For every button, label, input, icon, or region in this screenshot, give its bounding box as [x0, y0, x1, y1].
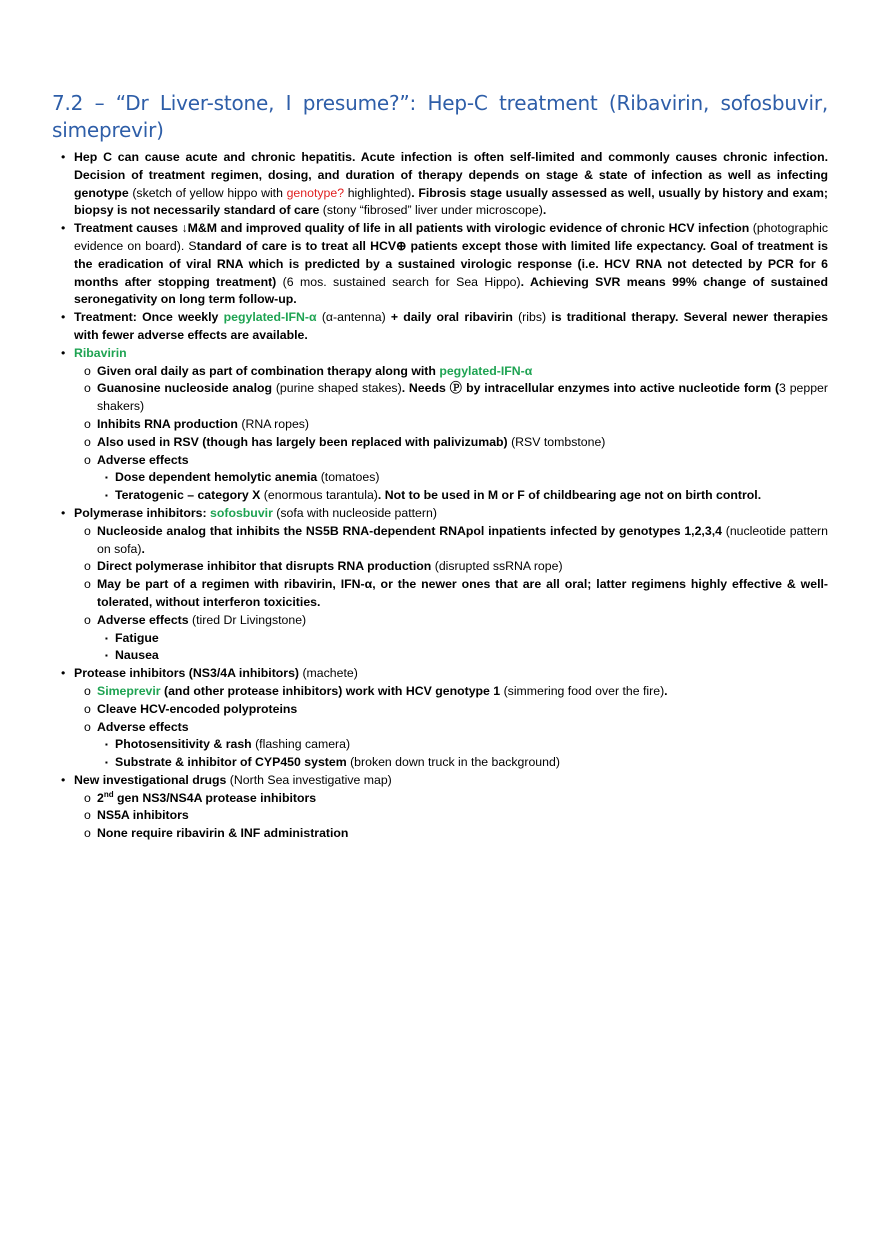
list-subsubitem: ▪ Dose dependent hemolytic anemia (tomatoes)	[97, 469, 828, 487]
circle-bullet-icon: o	[84, 363, 91, 378]
circle-bullet-icon: o	[84, 452, 91, 467]
list-subitem: o 2nd gen NS3/NS4A protease inhibitors	[77, 790, 828, 808]
bullet-icon: •	[61, 310, 66, 325]
list-subitem: o Adverse effects ▪ Photosensitivity & rash (flashing camera) ▪ Substrate & inhibitor of CYP450 system (broken down truck in the background)	[77, 719, 828, 772]
bullet-icon: •	[61, 221, 66, 236]
list-subitem: o Given oral daily as part of combination therapy along with pegylated-IFN-α	[77, 363, 828, 381]
circle-bullet-icon: o	[84, 416, 91, 431]
main-bullet-list	[52, 149, 828, 843]
protease-adverse-list	[97, 736, 828, 772]
drug-pegylated-ifn: pegylated-IFN-α	[223, 310, 317, 325]
list-item-polymerase-inhibitors: • Polymerase inhibitors: sofosbuvir (sofa with nucleoside pattern) o Nucleoside analog that inhibits the NS5B RNA-dependent RNApol inpatients infected by genotypes 1,2,3,4 (nucleotide pattern on sofa). o Direct polymerase inhibitor that disrupts RNA production (disrupted ssRNA rope) o May be part of a regimen with ribavirin, IFN-α, or the newer ones that are all oral; latter regimens highly effective & well-tolerated, without interferon toxicities. o Adverse effects (tired Dr Livingstone) ▪ Fatigue ▪ Nausea	[52, 505, 828, 665]
list-item-treatment-goal: • Treatment causes ↓M&M and improved quality of life in all patients with virologic evidence of chronic HCV infection (photographic evidence on board). Standard of care is to treat all HCV⊕ patients except those with limited life expectancy. Goal of treatment is the eradication of viral RNA which is predicted by a sustained virologic response (i.e. HCV RNA not detected by PCR for 6 months after stopping treatment) (6 mos. sustained search for Sea Hippo). Achieving SVR means 99% change of sustained seronegativity on long term follow-up.	[61, 221, 829, 307]
circle-bullet-icon: o	[84, 523, 91, 538]
list-subsubitem: ▪ Photosensitivity & rash (flashing camera)	[97, 736, 828, 754]
list-subitem: o Simeprevir (and other protease inhibitors) work with HCV genotype 1 (simmering food over the fire).	[77, 683, 828, 701]
square-bullet-icon: ▪	[105, 633, 108, 643]
list-subsubitem: ▪ Nausea	[97, 647, 828, 665]
protease-sublist	[77, 683, 828, 772]
square-bullet-icon: ▪	[105, 740, 108, 750]
circle-bullet-icon: o	[84, 808, 91, 823]
list-subitem: o Cleave HCV-encoded polyproteins	[77, 701, 828, 719]
square-bullet-icon: ▪	[105, 473, 108, 483]
circle-bullet-icon: o	[84, 577, 91, 592]
list-subitem: o May be part of a regimen with ribavirin, IFN-α, or the newer ones that are all oral; latter regimens highly effective & well-tolerated, without interferon toxicities.	[84, 577, 828, 609]
list-subitem: o Guanosine nucleoside analog (purine shaped stakes). Needs Ⓟ by intracellular enzymes into active nucleotide form (3 pepper shakers)	[84, 381, 828, 414]
list-item-investigational-drugs: • New investigational drugs (North Sea investigative map) o 2nd gen NS3/NS4A protease inhibitors o NS5A inhibitors o None require ribavirin & INF administration	[52, 772, 828, 843]
list-subsubitem: ▪ Substrate & inhibitor of CYP450 system (broken down truck in the background)	[97, 754, 828, 772]
list-subitem: o Also used in RSV (though has largely been replaced with palivizumab) (RSV tombstone)	[77, 434, 828, 452]
document-page	[52, 90, 828, 843]
sofosbuvir-adverse-list	[97, 630, 828, 666]
drug-simeprevir: Simeprevir	[97, 683, 161, 698]
highlight-genotype: genotype?	[286, 185, 345, 200]
list-item-traditional-therapy: • Treatment: Once weekly pegylated-IFN-α (α-antenna) + daily oral ribavirin (ribs) is traditional therapy. Several newer therapies with fewer adverse effects are available.	[61, 310, 828, 342]
drug-ribavirin: Ribavirin	[74, 345, 127, 360]
bullet-icon: •	[61, 505, 66, 520]
list-subitem: o Inhibits RNA production (RNA ropes)	[77, 416, 828, 434]
list-subsubitem: ▪ Teratogenic – category X (enormous tarantula). Not to be used in M or F of childbearing age not on birth control.	[97, 487, 828, 505]
circle-bullet-icon: o	[84, 701, 91, 716]
ribavirin-sublist	[77, 363, 828, 505]
circle-bullet-icon: o	[84, 381, 91, 396]
circle-bullet-icon: o	[84, 612, 91, 627]
list-subitem: o Direct polymerase inhibitor that disrupts RNA production (disrupted ssRNA rope)	[77, 558, 828, 576]
circle-bullet-icon: o	[84, 434, 91, 449]
circle-bullet-icon: o	[84, 790, 91, 805]
bullet-icon: •	[61, 150, 66, 164]
list-subitem: o Nucleoside analog that inhibits the NS5B RNA-dependent RNApol inpatients infected by genotypes 1,2,3,4 (nucleotide pattern on sofa).	[84, 523, 828, 556]
square-bullet-icon: ▪	[105, 651, 108, 661]
bullet-icon: •	[61, 345, 66, 360]
square-bullet-icon: ▪	[105, 491, 108, 501]
circle-bullet-icon: o	[84, 826, 91, 841]
investigational-sublist	[77, 790, 828, 843]
list-subitem: o Adverse effects (tired Dr Livingstone) ▪ Fatigue ▪ Nausea	[77, 612, 828, 665]
list-item-ribavirin	[52, 345, 828, 505]
circle-bullet-icon: o	[84, 683, 91, 698]
square-bullet-icon: ▪	[105, 758, 108, 768]
list-subitem: o None require ribavirin & INF administration	[77, 825, 828, 843]
list-subsubitem: ▪ Fatigue	[97, 630, 828, 648]
section-title: 7.2 – “Dr Liver-stone, I presume?”: Hep-C treatment (Ribavirin, sofosbuvir, simeprevir)	[52, 91, 828, 142]
circle-bullet-icon: o	[84, 559, 91, 574]
bullet-icon: •	[61, 772, 66, 787]
list-subitem: o Adverse effects ▪ Dose dependent hemolytic anemia (tomatoes) ▪ Teratogenic – category X (enormous tarantula). Not to be used in M or F of childbearing age not on birth control.	[77, 452, 828, 505]
ribavirin-adverse-list	[97, 469, 828, 505]
circle-bullet-icon: o	[84, 719, 91, 734]
bullet-icon: •	[61, 666, 66, 681]
list-subitem: o NS5A inhibitors	[77, 807, 828, 825]
polymerase-sublist	[77, 523, 828, 665]
list-item-hepc-overview: • Hep C can cause acute and chronic hepatitis. Acute infection is often self-limited and commonly causes chronic infection. Decision of treatment regimen, dosing, and duration of therapy depends on stage & state of infection as well as infecting genotype (sketch of yellow hippo with genotype? highlighted). Fibrosis stage usually assessed as well, usually by history and exam; biopsy is not necessarily standard of care (stony “fibrosed” liver under microscope).	[61, 150, 829, 218]
drug-sofosbuvir: sofosbuvir	[210, 505, 273, 520]
list-item-protease-inhibitors: • Protease inhibitors (NS3/4A inhibitors) (machete) o Simeprevir (and other protease inhibitors) work with HCV genotype 1 (simmering food over the fire). o Cleave HCV-encoded polyproteins o Adverse effects ▪ Photosensitivity & rash (flashing camera) ▪ Substrate & inhibitor of CYP450 system (broken down truck in the background)	[52, 665, 828, 772]
